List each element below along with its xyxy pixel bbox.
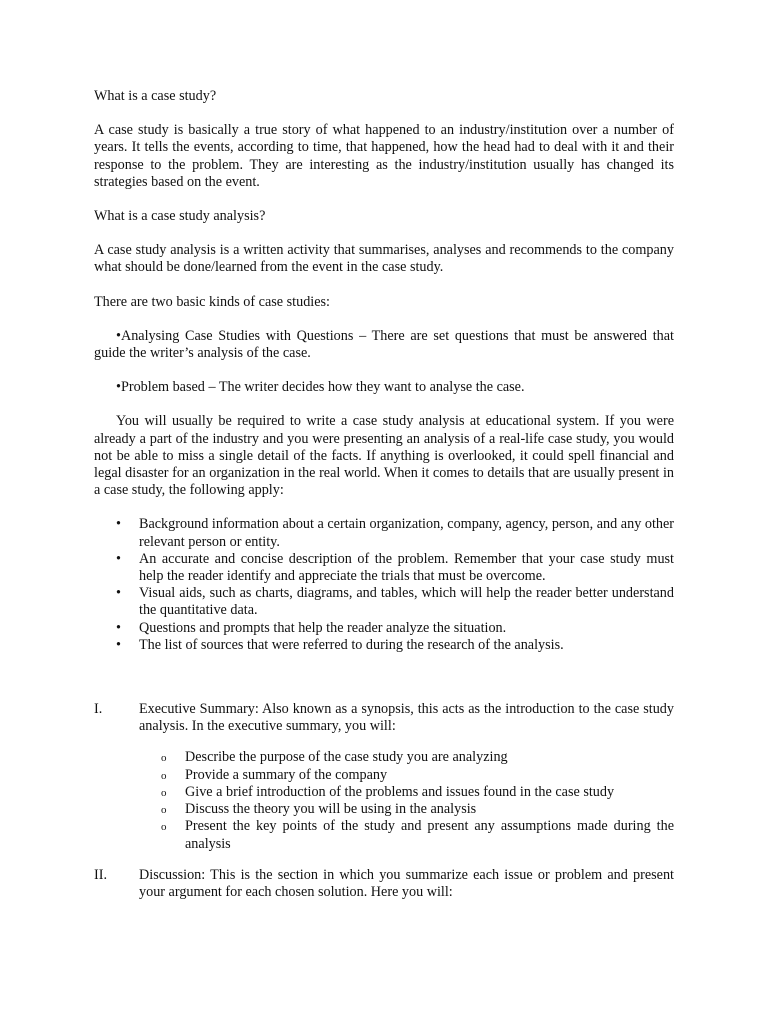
list-item [139, 801, 674, 818]
details-bullet-list [94, 516, 674, 654]
sub-item-text: Describe the purpose of the case study you are analyzing [185, 749, 508, 766]
list-item [139, 784, 674, 801]
executive-summary-list [139, 749, 674, 852]
section-executive-summary [94, 701, 674, 853]
bullet-icon: • [116, 636, 121, 653]
list-item [139, 818, 674, 852]
list-item [94, 620, 674, 637]
section-discussion [94, 867, 674, 901]
sub-item-text: Discuss the theory you will be using in the analysis [185, 801, 477, 818]
paragraph-case-study-definition: A case study is basically a true story of what happened to an industry/institution over a number of years. It tells the events, according to time, that happened, how the head had to deal with it and their response to the problem. They are interesting as the industry/institution usually has changed its strategies based on the event. [94, 122, 674, 190]
bullet-icon: • [116, 516, 121, 533]
list-item [94, 585, 674, 619]
heading-what-is-case-study: What is a case study? [94, 88, 217, 104]
sub-item-text: Give a brief introduction of the problems and issues found in the case study [185, 783, 615, 800]
paragraph-kind-questions: •Analysing Case Studies with Questions – There are set questions that must be answered that guide the writer’s analysis of the case. [94, 327, 674, 362]
circle-bullet-icon: o [161, 786, 167, 799]
numbered-sections [94, 701, 674, 901]
paragraph-kind-problem-based: •Problem based – The writer decides how they want to analyse the case. [116, 379, 525, 396]
sub-item-text: Provide a summary of the company [185, 766, 388, 783]
circle-bullet-icon: o [161, 804, 167, 817]
list-item [94, 551, 674, 585]
sub-item-text: Present the key points of the study and present any assumptions made during the analysis [185, 818, 674, 852]
circle-bullet-icon: o [161, 769, 167, 782]
list-item [139, 749, 674, 766]
circle-bullet-icon: o [161, 752, 167, 765]
bullet-icon: • [116, 619, 121, 636]
bullet-text: Questions and prompts that help the reader analyze the situation. [139, 619, 507, 636]
bullet-text: The list of sources that were referred to during the research of the analysis. [139, 636, 564, 653]
paragraph-educational-system: You will usually be required to write a case study analysis at educational system. If you were already a part of the industry and you were presenting an analysis of a real-life case study, you would not be able to miss a single detail of the facts. If anything is overlooked, it could spell financial and legal disaster for an organization in the real world. When it comes to details that are usually present in a case study, the following apply: [94, 413, 674, 499]
bullet-icon: • [116, 550, 121, 567]
list-item [94, 637, 674, 654]
paragraph-two-kinds-intro: There are two basic kinds of case studies: [94, 293, 330, 310]
section-number: I. [94, 701, 103, 718]
list-item [139, 767, 674, 784]
list-item [94, 516, 674, 550]
heading-what-is-case-study-analysis: What is a case study analysis? [94, 208, 266, 225]
bullet-text: Visual aids, such as charts, diagrams, and tables, which will help the reader better understand the quantitative data. [139, 585, 674, 619]
bullet-text: Background information about a certain organization, company, agency, person, and any other relevant person or entity. [139, 516, 674, 550]
bullet-icon: • [116, 585, 121, 602]
circle-bullet-icon: o [161, 821, 167, 834]
section-text: Executive Summary: Also known as a synopsis, this acts as the introduction to the case study analysis. In the executive summary, you will: [139, 701, 674, 735]
section-number: II. [94, 866, 107, 883]
paragraph-case-study-analysis-definition: A case study analysis is a written activity that summarises, analyses and recommends to the company what should be done/learned from the event in the case study. [94, 242, 674, 276]
section-text: Discussion: This is the section in which you summarize each issue or problem and present your argument for each chosen solution. Here you will: [139, 866, 674, 900]
bullet-text: An accurate and concise description of the problem. Remember that your case study must help the reader identify and appreciate the trials that must be overcome. [139, 550, 674, 585]
